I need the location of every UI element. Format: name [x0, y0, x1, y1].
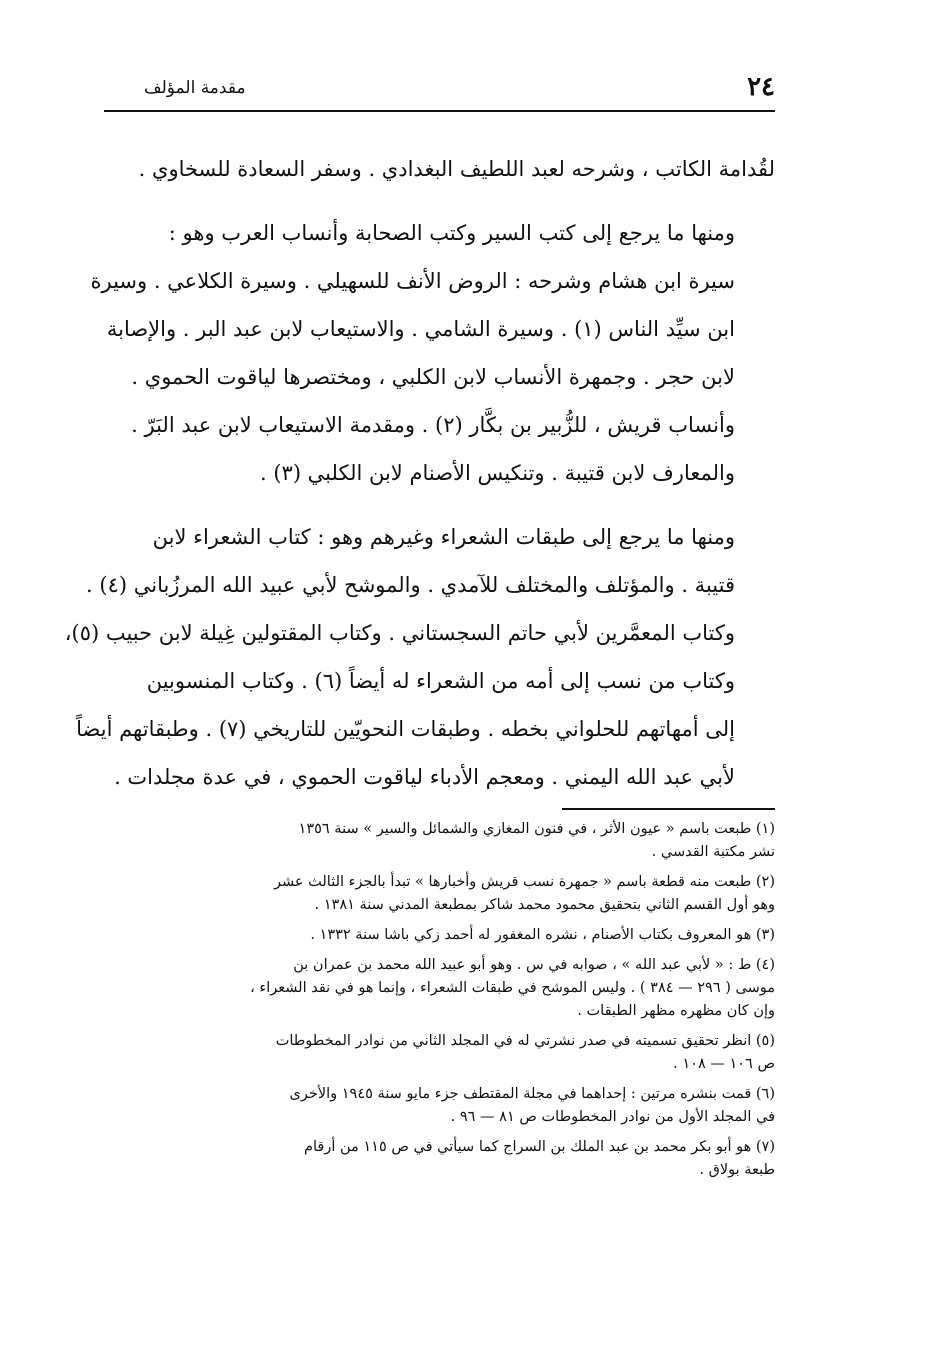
- footnote-line: نشر مكتبة القدسي .: [651, 844, 775, 860]
- footnote-4: [118, 954, 775, 1023]
- paragraph-1: [100, 145, 775, 193]
- footnote-line: (٤) ط : « لأبي عبد الله » ، صوابه في س . وهو أبو عبيد الله محمد بن عمران بن: [293, 957, 775, 973]
- page-header: [104, 70, 775, 104]
- text-line: ومنها ما يرجع إلى طبقات الشعراء وغيرهم وهو : كتاب الشعراء لابن: [152, 525, 735, 549]
- footnote-rule: [562, 808, 775, 810]
- text-line: والمعارف لابن قتيبة . وتنكيس الأصنام لابن الكلبي (٣) .: [259, 461, 735, 485]
- footnote-line: (٧) هو أبو بكر محمد بن عبد الملك بن السراج كما سيأتي في ص ١١٥ من أرقام: [304, 1139, 775, 1155]
- footnote-2: [118, 871, 775, 917]
- footnote-7: [118, 1136, 775, 1182]
- footnote-line: وهو أول القسم الثاني بتحقيق محمود محمد شاكر بمطبعة المدني سنة ١٣٨١ .: [314, 897, 775, 913]
- text-line: وأنساب قريش ، للزُّبير بن بكَّار (٢) . ومقدمة الاستيعاب لابن عبد البَرّ .: [131, 413, 735, 437]
- text-line: لابن حجر . وجمهرة الأنساب لابن الكلبي ، ومختصرها لياقوت الحموي .: [131, 365, 735, 389]
- text-line: إلى أمهاتهم للحلواني بخطه . وطبقات النحويّين للتاريخي (٧) . وطبقاتهم أيضاً: [76, 717, 735, 741]
- text-line: سيرة ابن هشام وشرحه : الروض الأنف للسهيلي . وسيرة الكلاعي . وسيرة: [90, 269, 735, 293]
- text-line: قتيبة . والمؤتلف والمختلف للآمدي . والموشح لأبي عبيد الله المرزُباني (٤) .: [86, 573, 735, 597]
- text-line: ابن سيِّد الناس (١) . وسيرة الشامي . والاستيعاب لابن عبد البر . والإصابة: [106, 317, 735, 341]
- header-rule: [104, 110, 775, 112]
- paragraph-3: [64, 513, 775, 801]
- footnote-line: طبعة بولاق .: [699, 1162, 775, 1178]
- text-line: وكتاب المعمَّرين لأبي حاتم السجستاني . وكتاب المقتولين غِيلة لابن حبيب (٥)،: [64, 621, 735, 645]
- running-title: مقدمة المؤلف: [144, 78, 246, 98]
- footnote-line: في المجلد الأول من نوادر المخطوطات ص ٨١ — ٩٦ .: [450, 1109, 775, 1125]
- footnote-line: موسى ( ٢٩٦ — ٣٨٤ ) . وليس الموشح في طبقات الشعراء ، وإنما هو في نقد الشعراء ،: [250, 980, 775, 996]
- footnote-6: [118, 1083, 775, 1129]
- footnote-5: [118, 1030, 775, 1076]
- text-line: ومنها ما يرجع إلى كتب السير وكتب الصحابة وأنساب العرب وهو :: [168, 221, 735, 245]
- footnote-1: [118, 818, 775, 864]
- footnote-line: ص ١٠٦ — ١٠٨ .: [673, 1056, 775, 1072]
- footnote-line: (٦) قمت بنشره مرتين : إحداهما في مجلة المقتطف جزء مايو سنة ١٩٤٥ والأخرى: [289, 1086, 775, 1102]
- page-number: ٢٤: [747, 72, 775, 102]
- footnote-line: (١) طبعت باسم « عيون الأثر ، في فنون المغازي والشمائل والسير » سنة ١٣٥٦: [298, 821, 775, 837]
- footnote-line: (٥) انظر تحقيق تسميته في صدر نشرتي له في المجلد الثاني من نوادر المخطوطات: [275, 1033, 775, 1049]
- footnote-line: (٢) طبعت منه قطعة باسم « جمهرة نسب قريش وأخبارها » تبدأ بالجزء الثالث عشر: [273, 874, 775, 890]
- text-line: لأبي عبد الله اليمني . ومعجم الأدباء لياقوت الحموي ، في عدة مجلدات .: [114, 765, 735, 789]
- footnote-3: [118, 924, 775, 947]
- footnote-line: وإن كان مظهره مظهر الطبقات .: [577, 1003, 775, 1019]
- paragraph-2: [90, 209, 775, 497]
- main-text: [64, 145, 775, 817]
- footnotes: [118, 818, 775, 1189]
- text-line: وكتاب من نسب إلى أمه من الشعراء له أيضاً (٦) . وكتاب المنسوبين: [146, 669, 735, 693]
- text-line: لقُدامة الكاتب ، وشرحه لعبد اللطيف البغدادي . وسفر السعادة للسخاوي .: [138, 157, 775, 181]
- footnote-line: (٣) هو المعروف بكتاب الأصنام ، نشره المغفور له أحمد زكي باشا سنة ١٣٣٢ .: [310, 927, 775, 943]
